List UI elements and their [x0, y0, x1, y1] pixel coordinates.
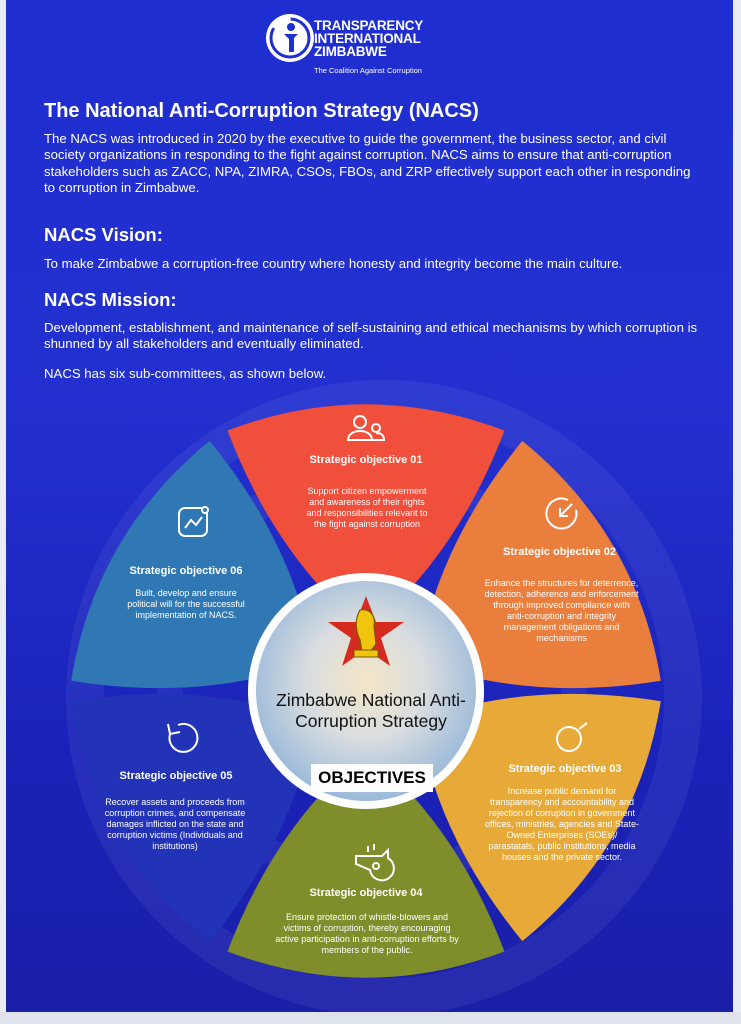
- objective-05-title: Strategic objective 05: [119, 770, 233, 782]
- objective-04-text: Ensure protection of whistle-blowers and victims of corruption, thereby encouraging active participation in anti-corruption efforts by members of the public.: [275, 912, 459, 955]
- objective-01-title: Strategic objective 01: [309, 454, 423, 466]
- mission-heading: NACS Mission:: [44, 289, 177, 310]
- logo-tagline: The Coalition Against Corruption: [314, 66, 422, 75]
- mission-text: Development, establishment, and maintenance of self-sustaining and ethical mechanisms by which corruption is shunned by all stakeholders and eventually eliminated.: [44, 320, 698, 352]
- logo-line-1: TRANSPARENCY: [314, 18, 424, 33]
- page-title: The National Anti-Corruption Strategy (NACS): [44, 100, 479, 122]
- bottom-margin-bar: [0, 1012, 741, 1024]
- objective-03-title: Strategic objective 03: [508, 763, 622, 775]
- objective-02-text: Enhance the structures for deterrence, detection, adherence and enforcement through improved compliance with anti-corruption and integrity management obligations and mechanisms: [484, 578, 639, 643]
- objectives-badge: OBJECTIVES: [311, 764, 433, 792]
- objective-06-text: Built, develop and ensure political will for the successful implementation of NACS.: [127, 588, 245, 620]
- intro-paragraph: The NACS was introduced in 2020 by the executive to guide the government, the business sector, and civil society organizations in responding to the fight against corruption. NACS aims to ensure that anti-corruption stakeholders such as ZACC, NPA, ZIMRA, CSOs, FBOs, and ZRP effectively support each other in responding to corruption in Zimbabwe.: [44, 131, 691, 195]
- objective-04-title: Strategic objective 04: [309, 887, 423, 899]
- subcommittees-note: NACS has six sub-committees, as shown below.: [44, 366, 327, 381]
- vision-text: To make Zimbabwe a corruption-free country where honesty and integrity become the main culture.: [44, 256, 623, 271]
- objective-01-text: Support citizen empowerment and awareness of their rights and responsibilities relevant to the fight against corruption: [306, 486, 428, 529]
- objective-03-text: Increase public demand for transparency and accountability and rejection of corruption in government offices, ministries, agencies and State-Owned Enterprises (SOEs)/ parastatals, public institutions, media houses and the private sector.: [485, 786, 639, 862]
- logo-line-2: INTERNATIONAL: [314, 31, 421, 46]
- objective-02-title: Strategic objective 02: [502, 546, 617, 558]
- vision-heading: NACS Vision:: [44, 224, 163, 245]
- center-title: Zimbabwe National Anti-Corruption Strategy: [276, 690, 466, 731]
- infographic-page: [6, 0, 733, 1012]
- logo-line-3: ZIMBABWE: [314, 44, 387, 59]
- objective-05-text: Recover assets and proceeds from corruption crimes, and compensate damages inflicted on the state and corruption victims (Individuals and institutions): [104, 797, 246, 851]
- objective-06-title: Strategic objective 06: [129, 565, 243, 577]
